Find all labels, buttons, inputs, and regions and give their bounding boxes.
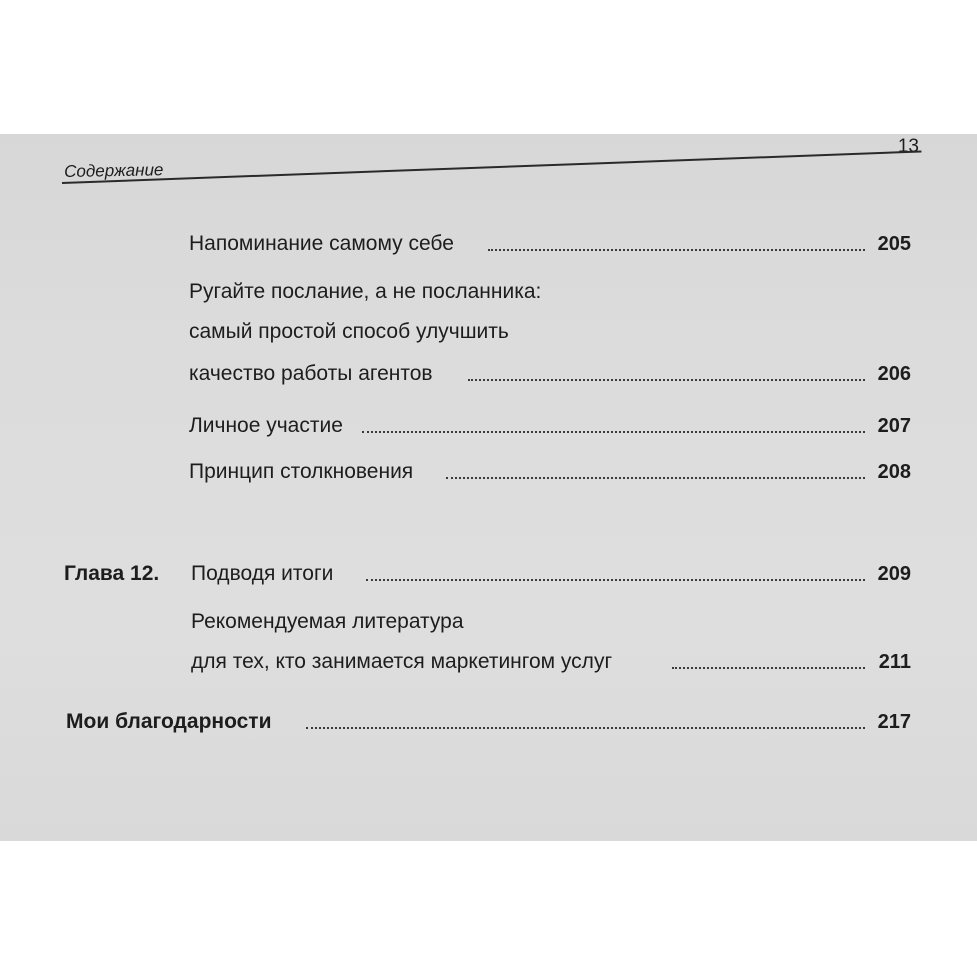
page-number: 13 <box>897 136 919 157</box>
toc-entry-page: 208 <box>877 461 911 483</box>
toc-entry-page: 209 <box>877 563 911 585</box>
leader-dots <box>446 477 865 479</box>
leader-dots <box>366 579 865 581</box>
toc-entry[interactable] <box>0 228 977 258</box>
leader-dots <box>306 727 865 729</box>
toc-entry-page: 205 <box>877 233 911 255</box>
toc-chapter-entry[interactable] <box>0 558 977 588</box>
running-header: Содержание <box>64 160 164 181</box>
toc-entry-page: 206 <box>877 363 911 385</box>
toc-section-entry[interactable] <box>0 706 977 736</box>
toc-entry[interactable] <box>0 410 977 440</box>
toc-entry-title: Личное участие <box>189 414 343 437</box>
chapter-label: Глава 12. <box>64 562 160 585</box>
leader-dots <box>488 249 865 251</box>
leader-dots <box>672 667 865 669</box>
toc-entry-title: Подводя итоги <box>191 562 334 585</box>
toc-entry-title-line: Ругайте послание, а не посланника: <box>189 280 542 303</box>
toc-entry-title: Принцип столкновения <box>189 460 414 483</box>
toc-entry-title: качество работы агентов <box>189 362 433 385</box>
toc-entry-title: Напоминание самому себе <box>189 232 454 255</box>
book-page <box>0 134 977 841</box>
toc-entry-page: 207 <box>877 415 911 437</box>
leader-dots <box>362 431 865 433</box>
header-rule <box>62 150 921 184</box>
leader-dots <box>468 379 865 381</box>
toc-entry-title-line: самый простой способ улучшить <box>189 320 509 343</box>
toc-entry-title: Мои благодарности <box>66 710 272 733</box>
toc-entry-title-line: Рекомендуемая литература <box>191 610 464 633</box>
toc-entry[interactable] <box>0 358 977 388</box>
toc-entry-title: для тех, кто занимается маркетингом услуг <box>191 650 613 673</box>
toc-entry[interactable] <box>0 456 977 486</box>
toc-entry-page: 217 <box>877 711 911 733</box>
toc-entry-page: 211 <box>878 651 911 673</box>
toc-entry[interactable] <box>0 646 977 676</box>
